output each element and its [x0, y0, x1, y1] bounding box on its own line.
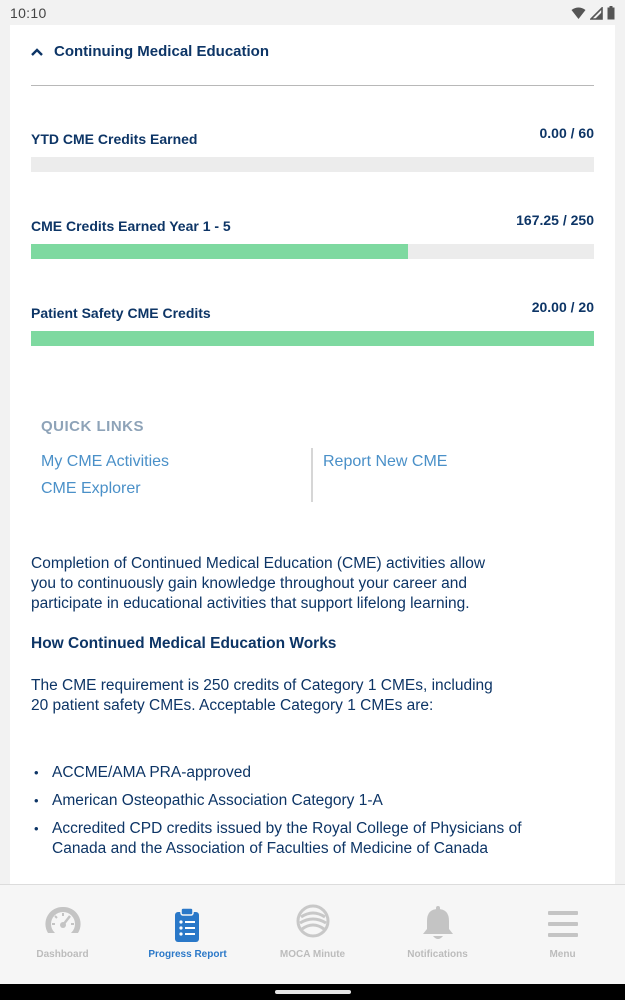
- tab-notifications[interactable]: [375, 885, 500, 985]
- link-cme-explorer[interactable]: CME Explorer: [41, 480, 141, 497]
- clipboard-list-icon: [170, 907, 208, 943]
- tab-dashboard[interactable]: [0, 885, 125, 985]
- gauge-icon: [44, 905, 82, 939]
- cme-card: [10, 25, 615, 885]
- progress-track: [31, 157, 594, 172]
- tab-label: MOCA Minute: [279, 949, 346, 960]
- requirement-line: 20 patient safety CMEs. Acceptable Category 1 CMEs are:: [31, 697, 434, 714]
- hamburger-menu-icon: [547, 909, 579, 939]
- tab-progress-report[interactable]: [125, 885, 250, 985]
- tab-label: Progress Report: [148, 949, 227, 960]
- status-time: 10:10: [10, 5, 47, 21]
- intro-paragraph: [31, 554, 571, 614]
- list-item: [31, 791, 591, 811]
- cme-section-header[interactable]: [30, 43, 269, 60]
- home-gesture-handle[interactable]: [275, 990, 351, 994]
- metric-value: 167.25 / 250: [516, 212, 594, 228]
- metric-label: CME Credits Earned Year 1 - 5: [31, 218, 231, 234]
- bell-icon: [421, 905, 455, 941]
- wifi-icon: [571, 7, 586, 20]
- section-title: Continuing Medical Education: [54, 43, 269, 60]
- metric-value: 20.00 / 20: [531, 299, 594, 315]
- progress-fill: [31, 244, 408, 259]
- acceptable-cme-list: [31, 763, 591, 867]
- requirement-paragraph: [31, 676, 571, 716]
- divider: [31, 85, 594, 86]
- quick-links-right: [323, 448, 447, 475]
- tab-label: Notifications: [407, 949, 468, 960]
- tab-moca-minute[interactable]: [250, 885, 375, 985]
- list-item-line: • American Osteopathic Association Category 1-A: [52, 792, 383, 809]
- list-item-line: • ACCME/AMA PRA-approved: [52, 764, 251, 781]
- progress-fill: [31, 331, 594, 346]
- tab-label: Dashboard: [36, 949, 89, 960]
- list-item: [31, 819, 591, 859]
- tab-menu[interactable]: [500, 885, 625, 985]
- battery-icon: [607, 6, 615, 20]
- requirement-line: The CME requirement is 250 credits of Category 1 CMEs, including: [31, 677, 493, 694]
- quick-links-separator: [311, 448, 313, 502]
- quick-links-title: QUICK LINKS: [41, 418, 144, 435]
- list-item-line: • Accredited CPD credits issued by the Royal College of Physicians of: [52, 820, 522, 837]
- intro-line: participate in educational activities that support lifelong learning.: [31, 595, 470, 612]
- chevron-up-icon[interactable]: [30, 47, 44, 57]
- intro-line: Completion of Continued Medical Education (CME) activities allow: [31, 555, 486, 572]
- status-icons: [571, 6, 615, 20]
- progress-track: [31, 331, 594, 346]
- quick-links: [41, 418, 581, 497]
- link-report-new-cme[interactable]: Report New CME: [323, 453, 448, 470]
- list-item: [31, 763, 591, 783]
- metric-value: 0.00 / 60: [539, 125, 594, 141]
- system-navigation-bar: [0, 984, 625, 1000]
- list-item-line: Canada and the Association of Faculties of Medicine of Canada: [52, 840, 488, 857]
- bottom-tab-bar: [0, 884, 625, 984]
- tab-label: Menu: [549, 949, 576, 960]
- how-it-works-heading: How Continued Medical Education Works: [31, 635, 337, 652]
- link-my-cme-activities[interactable]: My CME Activities: [41, 453, 170, 470]
- intro-line: you to continuously gain knowledge throughout your career and: [31, 575, 468, 592]
- metric-label: YTD CME Credits Earned: [31, 131, 198, 147]
- status-bar: [0, 0, 625, 25]
- signal-icon: [590, 7, 603, 20]
- quick-links-left: [41, 448, 169, 502]
- progress-track: [31, 244, 594, 259]
- metric-label: Patient Safety CME Credits: [31, 305, 211, 321]
- moca-logo-icon: [295, 903, 331, 939]
